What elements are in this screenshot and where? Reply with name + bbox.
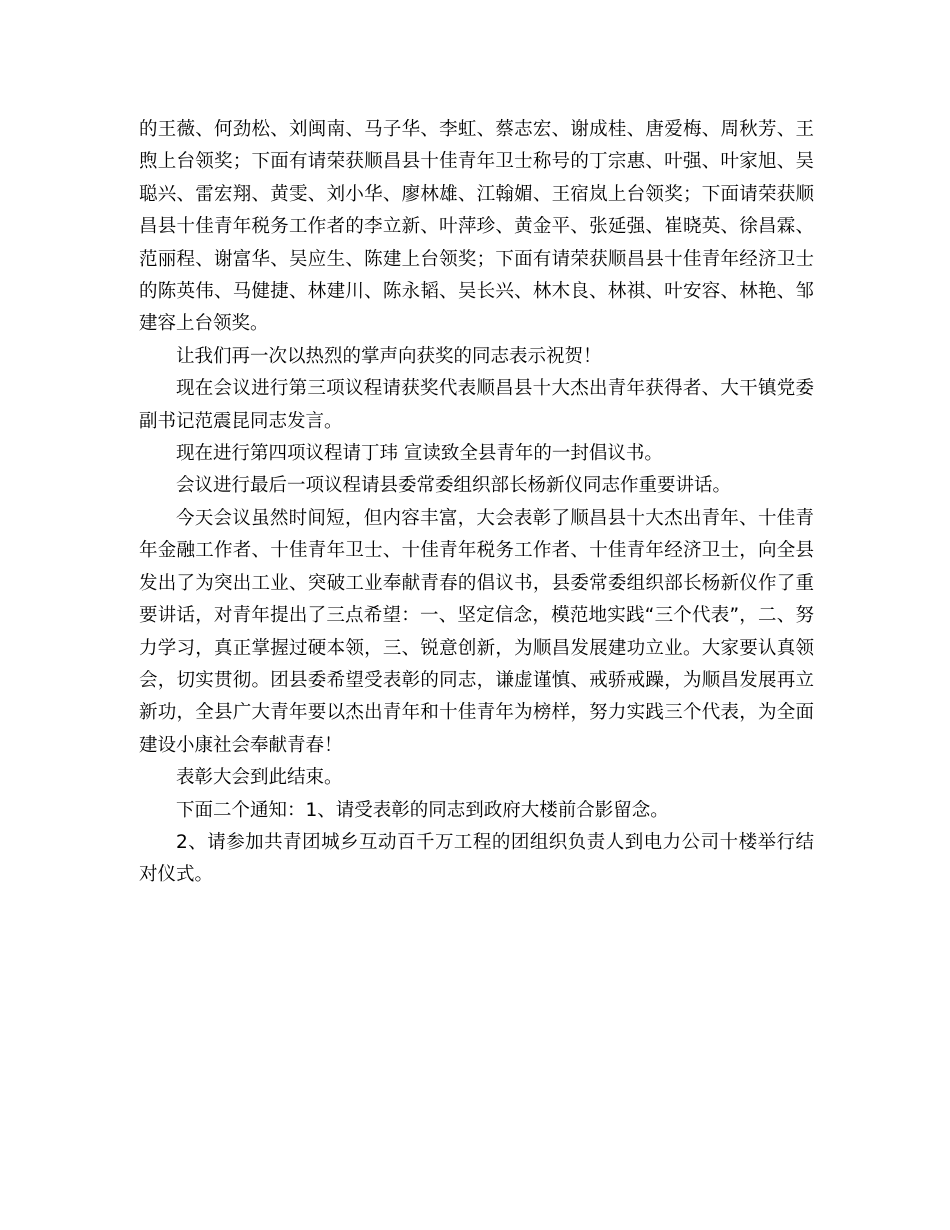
paragraph-award-list: 的王薇、何劲松、刘闽南、马子华、李虹、蔡志宏、谢成桂、唐爱梅、周秋芳、王煦上台领奖；下面有请荣获顺昌县十佳青年卫士称号的丁宗惠、叶强、叶家旭、吴聪兴、雷宏翔、黄雯、刘小华、廖林雄、江翰媚、王宿岚上台领奖；下面请荣获顺昌县十佳青年税务工作者的李立新、叶萍珍、黄金平、张延强、崔晓英、徐昌霖、范丽程、谢富华、吴应生、陈建上台领奖；下面有请荣获顺昌县十佳青年经济卫士的陈英伟、马健捷、林建川、陈永韬、吴长兴、林木良、林祺、叶安容、林艳、邹建容上台领奖。	[139, 119, 814, 335]
paragraph-meeting-summary: 今天会议虽然时间短，但内容丰富，大会表彰了顺昌县十大杰出青年、十佳青年金融工作者、十佳青年卫士、十佳青年税务工作者、十佳青年经济卫士，向全县发出了为突出工业、突破工业奉献青春的倡议书，县委常委组织部长杨新仪作了重要讲话，对青年提出了三点希望：一、坚定信念，模范地实践“三个代表”，二、努力学习，真正掌握过硬本领，三、锐意创新，为顺昌发展建功立业。大家要认真领会，切实贯彻。团县委希望受表彰的同志，谦虚谨慎、戒骄戒躁，为顺昌发展再立新功，全县广大青年要以杰出青年和十佳青年为榜样，努力实践三个代表，为全面建设小康社会奉献青春！	[139, 507, 814, 756]
document-body	[139, 114, 814, 892]
paragraph-congratulations: 让我们再一次以热烈的掌声向获奖的同志表示祝贺！	[176, 345, 602, 367]
paragraph-meeting-close: 表彰大会到此结束。	[176, 767, 343, 789]
paragraph-notice-1: 下面二个通知：1、请受表彰的同志到政府大楼前合影留念。	[176, 799, 669, 821]
paragraph-agenda-item-4: 现在进行第四项议程请丁玮 宣读致全县青年的一封倡议书。	[176, 443, 663, 465]
paragraph-agenda-item-3: 现在会议进行第三项议程请获奖代表顺昌县十大杰出青年获得者、大干镇党委副书记范震昆同志发言。	[139, 378, 814, 432]
paragraph-agenda-final-item: 会议进行最后一项议程请县委常委组织部长杨新仪同志作重要讲话。	[176, 475, 732, 497]
paragraph-notice-2: 2、请参加共青团城乡互动百千万工程的团组织负责人到电力公司十楼举行结对仪式。	[139, 831, 814, 886]
